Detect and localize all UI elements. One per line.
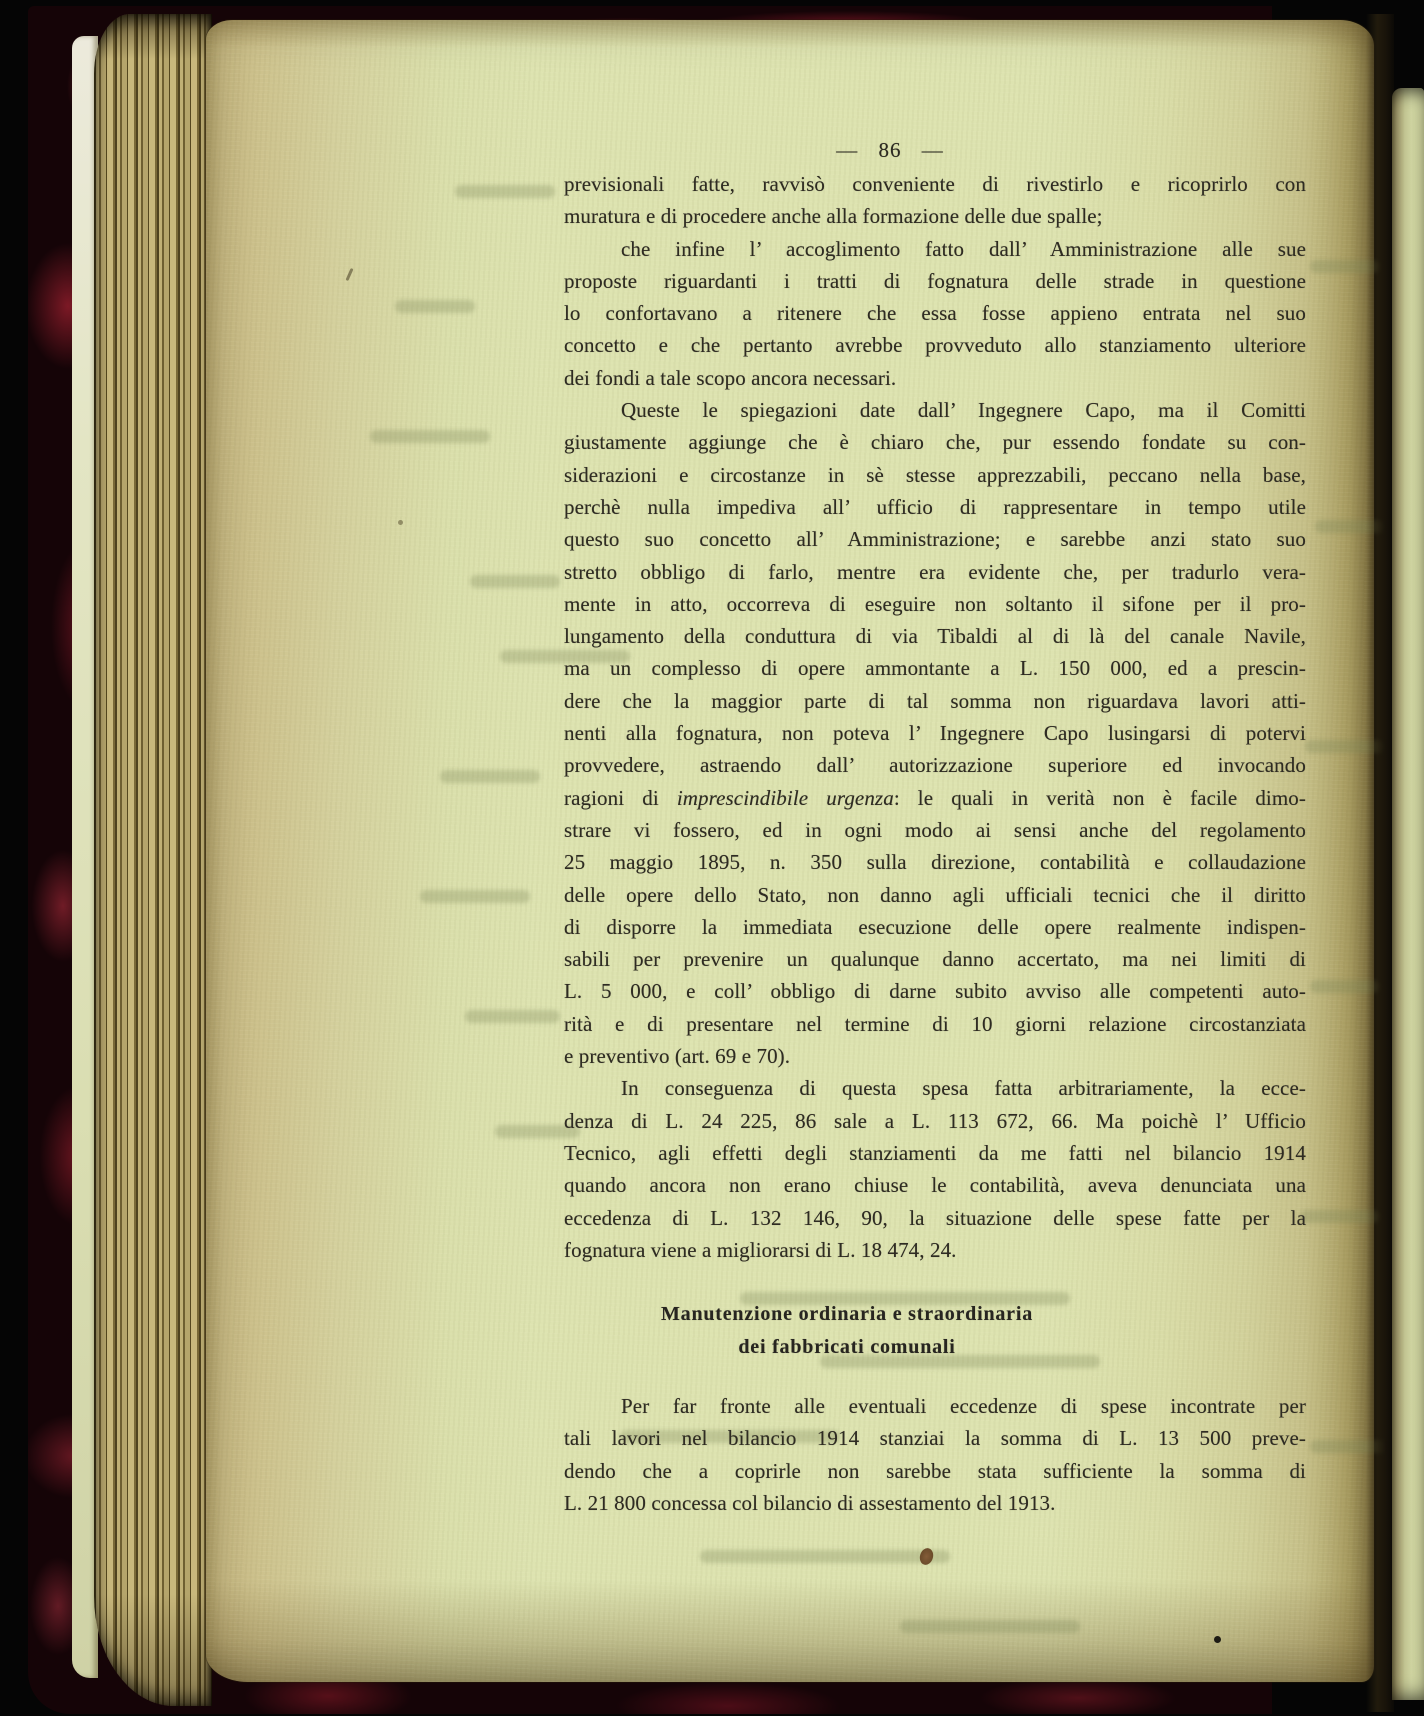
page-number: — 86 —	[836, 138, 944, 162]
text-line	[564, 200, 1306, 232]
text-segment: lo confortavano a ritenere che essa fosse appieno entrata nel suo	[564, 301, 1306, 326]
show-through-mark	[395, 300, 475, 313]
text-line	[564, 1422, 1306, 1454]
text-segment: dei fondi a tale scopo ancora necessari.	[564, 365, 897, 390]
text-line	[564, 685, 1306, 717]
text-line	[564, 1455, 1306, 1487]
text-line	[564, 1105, 1306, 1137]
text-segment: sabili per prevenire un qualunque danno accertato, ma nei limiti di	[564, 947, 1306, 972]
text-segment: questo suo concetto all’ Amministrazione; e sarebbe anzi stato suo	[564, 527, 1306, 552]
text-line	[564, 1234, 1306, 1266]
text-segment: dei fabbricati comunali	[738, 1336, 956, 1359]
text-line	[564, 265, 1306, 297]
text-line	[564, 233, 1306, 265]
paragraph	[564, 1390, 1306, 1519]
text-line	[564, 911, 1306, 943]
text-line	[564, 168, 1306, 200]
book-page	[206, 20, 1374, 1682]
text-line	[564, 329, 1306, 361]
text-line	[564, 556, 1306, 588]
text-segment: denza di L. 24 225, 86 sale a L. 113 672, 66. Ma poichè l’ Ufficio	[564, 1108, 1306, 1133]
text-segment: eccedenza di L. 132 146, 90, la situazione delle spese fatte per la	[564, 1205, 1306, 1230]
text-line	[564, 1169, 1306, 1201]
text-segment: muratura e di procedere anche alla formazione delle due spalle;	[564, 204, 1103, 229]
text-line	[564, 394, 1306, 426]
text-line	[564, 782, 1306, 814]
text-line	[564, 426, 1306, 458]
text-segment: delle opere dello Stato, non danno agli ufficiali tecnici che il diritto	[564, 882, 1306, 907]
text-segment: concetto e che pertanto avrebbe provveduto allo stanziamento ulteriore	[564, 333, 1306, 358]
text-segment: Manutenzione ordinaria e straordinaria	[660, 1303, 1034, 1326]
gutter-fold-shadow	[1366, 14, 1394, 1712]
text-segment: 25 maggio 1895, n. 350 sulla direzione, contabilità e collaudazione	[564, 850, 1306, 875]
text-segment: giustamente aggiunge che è chiaro che, pur essendo fondate su con-	[564, 430, 1306, 455]
text-segment: ragioni di	[564, 785, 677, 810]
next-page-edge	[1392, 88, 1424, 1700]
margin-pencil-mark	[345, 268, 353, 281]
show-through-mark	[455, 185, 555, 198]
show-through-mark	[370, 430, 490, 443]
text-segment: tali lavori nel bilancio 1914 stanziai la somma di L. 13 500 preve-	[564, 1426, 1306, 1451]
heading-line	[476, 1298, 1218, 1331]
text-segment: Tecnico, agli effetti degli stanziamenti da me fatti nel bilancio 1914	[564, 1140, 1306, 1165]
paragraph	[564, 394, 1306, 1072]
page-text	[564, 168, 1306, 1519]
text-segment: Queste le spiegazioni date dall’ Ingegnere Capo, ma il Comitti	[621, 398, 1306, 423]
text-segment: che infine l’ accoglimento fatto dall’ Amministrazione alle sue	[621, 236, 1306, 261]
show-through-mark	[440, 770, 540, 783]
text-segment: L. 5 000, e coll’ obbligo di darne subito avviso alle competenti auto-	[564, 979, 1306, 1004]
paragraph	[564, 168, 1306, 233]
text-line	[564, 943, 1306, 975]
ink-speck	[1214, 1636, 1221, 1643]
text-line	[564, 717, 1306, 749]
text-segment: rità e di presentare nel termine di 10 giorni relazione circostanziata	[564, 1011, 1306, 1036]
text-segment: lungamento della conduttura di via Tibaldi al di là del canale Navile,	[564, 624, 1306, 649]
text-segment: fognatura viene a migliorarsi di L. 18 474, 24.	[564, 1237, 957, 1262]
text-segment: Per far fronte alle eventuali eccedenze di spese incontrate per	[621, 1394, 1306, 1419]
show-through-mark	[465, 1010, 560, 1023]
text-segment: ma un complesso di opere ammontante a L. 150 000, ed a prescin-	[564, 656, 1306, 681]
text-line	[564, 523, 1306, 555]
page-edges-stack	[94, 14, 212, 1706]
text-line	[564, 1487, 1306, 1519]
show-through-mark	[420, 890, 530, 903]
text-segment: perchè nulla impediva all’ ufficio di rappresentare in tempo utile	[564, 494, 1306, 519]
heading-line	[476, 1331, 1218, 1364]
show-through-mark	[700, 1550, 950, 1563]
text-segment: stretto obbligo di farlo, mentre era evidente che, per tradurlo vera-	[564, 559, 1306, 584]
text-line	[564, 652, 1306, 684]
text-line	[564, 975, 1306, 1007]
text-line	[564, 588, 1306, 620]
paragraph	[564, 1072, 1306, 1266]
margin-dot	[398, 520, 403, 525]
italic-phrase: imprescindibile urgenza	[676, 785, 894, 810]
text-segment: previsionali fatte, ravvisò conveniente di rivestirlo e ricoprirlo con	[564, 172, 1306, 196]
text-segment: provvedere, astraendo dall’ autorizzazione superiore ed invocando	[564, 753, 1306, 778]
text-segment: strare vi fossero, ed in ogni modo ai sensi anche del regolamento	[564, 817, 1306, 842]
text-segment: dere che la maggior parte di tal somma non riguardava lavori atti-	[564, 688, 1306, 713]
text-line	[564, 459, 1306, 491]
text-line	[564, 491, 1306, 523]
text-segment: proposte riguardanti i tratti di fognatura delle strade in questione	[564, 268, 1306, 293]
text-line	[564, 620, 1306, 652]
text-segment: L. 21 800 concessa col bilancio di assestamento del 1913.	[564, 1490, 1056, 1515]
text-segment: di disporre la immediata esecuzione delle opere realmente indispen-	[564, 914, 1306, 939]
text-line	[564, 1390, 1306, 1422]
text-line	[564, 846, 1306, 878]
section-heading	[476, 1298, 1218, 1364]
text-segment: In conseguenza di questa spesa fatta arbitrariamente, la ecce-	[621, 1076, 1306, 1101]
text-line	[564, 1072, 1306, 1104]
text-line	[564, 749, 1306, 781]
text-line	[564, 297, 1306, 329]
text-segment: dendo che a coprirle non sarebbe stata sufficiente la somma di	[564, 1458, 1306, 1483]
text-line	[564, 1008, 1306, 1040]
text-line	[564, 1040, 1306, 1072]
show-through-mark	[900, 1620, 1080, 1633]
text-segment: : le quali in verità non è facile dimo-	[893, 785, 1306, 810]
text-line	[564, 1202, 1306, 1234]
text-line	[564, 362, 1306, 394]
text-segment: siderazioni e circostanze in sè stesse apprezzabili, peccano nella base,	[564, 462, 1306, 487]
text-segment: e preventivo (art. 69 e 70).	[564, 1044, 791, 1069]
text-line	[564, 1137, 1306, 1169]
text-segment: quando ancora non erano chiuse le contabilità, aveva denunciata una	[564, 1173, 1306, 1198]
paragraph	[564, 233, 1306, 394]
text-segment: mente in atto, occorreva di eseguire non soltanto il sifone per il pro-	[564, 591, 1306, 616]
text-line	[564, 814, 1306, 846]
text-line	[564, 879, 1306, 911]
show-through-mark	[470, 575, 560, 588]
text-segment: nenti alla fognatura, non poteva l’ Ingegnere Capo lusingarsi di potervi	[564, 721, 1306, 746]
